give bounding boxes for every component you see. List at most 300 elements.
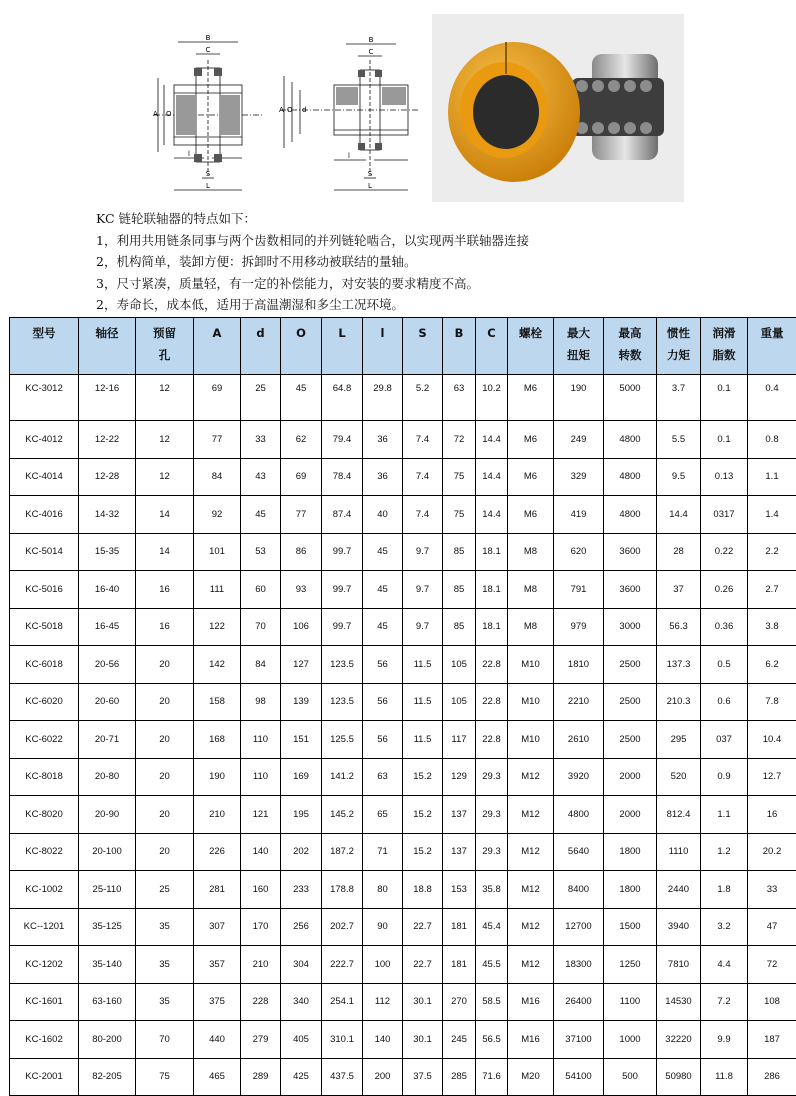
table-cell: 5000	[604, 375, 657, 421]
table-cell: 11.8	[701, 1058, 748, 1096]
table-cell: M8	[508, 571, 554, 609]
table-cell: 3600	[604, 533, 657, 571]
table-cell: 45.4	[476, 908, 508, 946]
table-header-row	[10, 318, 796, 375]
coupling-cover	[448, 42, 580, 182]
table-cell: 202.7	[322, 908, 363, 946]
dim-label-O: O	[166, 110, 172, 118]
table-cell: 47	[748, 908, 796, 946]
table-cell: 50980	[657, 1058, 701, 1096]
column-header	[443, 318, 476, 375]
table-cell: 122	[194, 608, 241, 646]
table-cell: 12	[136, 375, 194, 421]
table-cell: KC--1201	[10, 908, 79, 946]
column-header-label: 型号	[12, 322, 76, 344]
table-cell: KC-5016	[10, 571, 79, 609]
table-cell: 79.4	[322, 421, 363, 459]
table-cell: 111	[194, 571, 241, 609]
table-cell: M6	[508, 458, 554, 496]
table-cell: 295	[657, 721, 701, 759]
table-cell: 20	[136, 721, 194, 759]
table-cell: 15.2	[403, 758, 443, 796]
table-cell: 72	[748, 946, 796, 984]
column-header-label: 预留	[138, 322, 191, 344]
table-cell: 110	[241, 758, 281, 796]
table-cell: 43	[241, 458, 281, 496]
table-cell: 5.5	[657, 421, 701, 459]
table-cell: 18.8	[403, 871, 443, 909]
dim-label-C: C	[369, 48, 374, 56]
table-cell: 181	[443, 908, 476, 946]
table-cell: 82-205	[79, 1058, 136, 1096]
column-header	[79, 318, 136, 375]
table-cell: 56.3	[657, 608, 701, 646]
table-cell: 26400	[554, 983, 604, 1021]
table-cell: 9.5	[657, 458, 701, 496]
table-cell: 12	[136, 421, 194, 459]
column-header-label: 最高	[606, 322, 654, 344]
table-cell: 2500	[604, 721, 657, 759]
table-cell: M6	[508, 496, 554, 534]
table-cell: 12-22	[79, 421, 136, 459]
table-cell: 137	[443, 833, 476, 871]
table-cell: 20-100	[79, 833, 136, 871]
table-cell: 10.4	[748, 721, 796, 759]
column-header	[701, 318, 748, 375]
table-cell: KC-3012	[10, 375, 79, 421]
table-cell: 310.1	[322, 1021, 363, 1059]
table-cell: 254.1	[322, 983, 363, 1021]
column-header	[194, 318, 241, 375]
table-cell: 2440	[657, 871, 701, 909]
table-row	[10, 421, 796, 459]
table-cell: 93	[281, 571, 322, 609]
table-cell: 45	[363, 608, 403, 646]
table-cell: M8	[508, 533, 554, 571]
table-cell: KC-6020	[10, 683, 79, 721]
table-cell: 22.8	[476, 683, 508, 721]
table-cell: 791	[554, 571, 604, 609]
table-row	[10, 496, 796, 534]
table-cell: 3.7	[657, 375, 701, 421]
table-cell: 520	[657, 758, 701, 796]
coupling-drawing-full-bore	[150, 30, 266, 200]
table-cell: 620	[554, 533, 604, 571]
table-cell: 75	[443, 458, 476, 496]
table-cell: 18300	[554, 946, 604, 984]
column-header	[403, 318, 443, 375]
table-cell: 145.2	[322, 796, 363, 834]
dim-label-B: B	[206, 34, 211, 42]
table-cell: 1.4	[748, 496, 796, 534]
column-header-label: 脂数	[703, 344, 745, 366]
table-cell: 77	[194, 421, 241, 459]
table-cell: 0.36	[701, 608, 748, 646]
table-cell: 20-80	[79, 758, 136, 796]
table-cell: 29.3	[476, 796, 508, 834]
table-cell: 7810	[657, 946, 701, 984]
table-cell: 11.5	[403, 721, 443, 759]
table-row	[10, 871, 796, 909]
table-cell: KC-4014	[10, 458, 79, 496]
table-cell: 45	[363, 533, 403, 571]
table-cell: 100	[363, 946, 403, 984]
table-cell: KC-8022	[10, 833, 79, 871]
table-cell: 28	[657, 533, 701, 571]
table-cell: 2500	[604, 683, 657, 721]
table-row	[10, 375, 796, 421]
table-cell: 0.13	[701, 458, 748, 496]
table-cell: 16	[748, 796, 796, 834]
table-cell: 33	[241, 421, 281, 459]
table-cell: 141.2	[322, 758, 363, 796]
table-cell: 1800	[604, 871, 657, 909]
table-cell: 99.7	[322, 533, 363, 571]
table-cell: 226	[194, 833, 241, 871]
dim-label-A: A	[153, 110, 158, 118]
table-cell: 90	[363, 908, 403, 946]
table-cell: 75	[443, 496, 476, 534]
table-cell: 1100	[604, 983, 657, 1021]
table-cell: 2500	[604, 646, 657, 684]
table-cell: 14.4	[476, 458, 508, 496]
table-cell: 279	[241, 1021, 281, 1059]
table-cell: 190	[194, 758, 241, 796]
table-cell: 286	[748, 1058, 796, 1096]
table-cell: 37.5	[403, 1058, 443, 1096]
table-cell: 137.3	[657, 646, 701, 684]
table-cell: 121	[241, 796, 281, 834]
table-cell: 36	[363, 421, 403, 459]
table-cell: 8400	[554, 871, 604, 909]
table-cell: 78.4	[322, 458, 363, 496]
dim-label-L: L	[206, 182, 210, 190]
table-cell: 6.2	[748, 646, 796, 684]
table-cell: 168	[194, 721, 241, 759]
table-cell: 20	[136, 683, 194, 721]
table-cell: 3.2	[701, 908, 748, 946]
column-header-label: l	[365, 322, 400, 344]
column-header	[281, 318, 322, 375]
table-row	[10, 983, 796, 1021]
column-header-label: 孔	[138, 344, 191, 366]
table-cell: M16	[508, 983, 554, 1021]
table-cell: 405	[281, 1021, 322, 1059]
table-cell: M16	[508, 1021, 554, 1059]
table-row	[10, 946, 796, 984]
dim-label-L: L	[368, 182, 372, 190]
column-header-label: 力矩	[659, 344, 698, 366]
table-cell: M12	[508, 871, 554, 909]
table-cell: 1.8	[701, 871, 748, 909]
table-cell: 1110	[657, 833, 701, 871]
table-cell: M12	[508, 908, 554, 946]
table-cell: 20-60	[79, 683, 136, 721]
table-cell: 195	[281, 796, 322, 834]
table-cell: 101	[194, 533, 241, 571]
table-cell: 12-28	[79, 458, 136, 496]
table-cell: 3920	[554, 758, 604, 796]
column-header-label: C	[478, 322, 505, 344]
table-cell: KC-1202	[10, 946, 79, 984]
table-row	[10, 608, 796, 646]
table-cell: M6	[508, 421, 554, 459]
table-cell: 45	[241, 496, 281, 534]
column-header-label: L	[324, 322, 360, 344]
table-cell: 40	[363, 496, 403, 534]
table-cell: 1.1	[701, 796, 748, 834]
table-cell: 60	[241, 571, 281, 609]
table-cell: 63	[443, 375, 476, 421]
table-cell: 37	[657, 571, 701, 609]
table-cell: 65	[363, 796, 403, 834]
table-cell: 16-45	[79, 608, 136, 646]
table-row	[10, 1021, 796, 1059]
table-row	[10, 571, 796, 609]
table-cell: 25	[241, 375, 281, 421]
table-cell: KC-1602	[10, 1021, 79, 1059]
column-header	[657, 318, 701, 375]
table-cell: M6	[508, 375, 554, 421]
table-cell: 29.3	[476, 833, 508, 871]
table-cell: 139	[281, 683, 322, 721]
table-cell: 210	[194, 796, 241, 834]
table-cell: 7.4	[403, 496, 443, 534]
table-row	[10, 833, 796, 871]
table-cell: M20	[508, 1058, 554, 1096]
table-cell: 75	[136, 1058, 194, 1096]
table-cell: 375	[194, 983, 241, 1021]
table-cell: 70	[241, 608, 281, 646]
table-cell: 1800	[604, 833, 657, 871]
table-cell: 14	[136, 496, 194, 534]
table-cell: 1810	[554, 646, 604, 684]
table-cell: 465	[194, 1058, 241, 1096]
table-cell: 29.3	[476, 758, 508, 796]
table-cell: 84	[194, 458, 241, 496]
table-cell: 178.8	[322, 871, 363, 909]
table-row	[10, 908, 796, 946]
table-cell: 3.8	[748, 608, 796, 646]
table-cell: 0.22	[701, 533, 748, 571]
table-cell: 29.8	[363, 375, 403, 421]
table-cell: 200	[363, 1058, 403, 1096]
table-cell: 127	[281, 646, 322, 684]
table-cell: 20	[136, 646, 194, 684]
table-cell: 56.5	[476, 1021, 508, 1059]
table-cell: 0.8	[748, 421, 796, 459]
table-cell: 1000	[604, 1021, 657, 1059]
table-cell: 14.4	[476, 421, 508, 459]
table-row	[10, 683, 796, 721]
table-cell: 112	[363, 983, 403, 1021]
table-cell: 0.4	[748, 375, 796, 421]
column-header-label: S	[405, 322, 440, 344]
table-cell: 4800	[604, 496, 657, 534]
table-cell: 2000	[604, 796, 657, 834]
table-cell: 0.5	[701, 646, 748, 684]
table-cell: 20	[136, 833, 194, 871]
table-cell: KC-8020	[10, 796, 79, 834]
table-cell: 233	[281, 871, 322, 909]
table-cell: 142	[194, 646, 241, 684]
table-cell: 249	[554, 421, 604, 459]
table-cell: 85	[443, 608, 476, 646]
column-header-label: d	[243, 322, 278, 344]
table-cell: 222.7	[322, 946, 363, 984]
table-cell: 289	[241, 1058, 281, 1096]
table-cell: 228	[241, 983, 281, 1021]
table-cell: 153	[443, 871, 476, 909]
table-cell: 35	[136, 908, 194, 946]
table-cell: KC-4016	[10, 496, 79, 534]
column-header	[10, 318, 79, 375]
table-cell: 4800	[604, 421, 657, 459]
table-cell: 20-71	[79, 721, 136, 759]
table-cell: 35-140	[79, 946, 136, 984]
table-cell: 7.4	[403, 458, 443, 496]
table-cell: 500	[604, 1058, 657, 1096]
table-cell: 56	[363, 646, 403, 684]
table-cell: 1250	[604, 946, 657, 984]
table-cell: 329	[554, 458, 604, 496]
table-cell: M10	[508, 646, 554, 684]
table-cell: 425	[281, 1058, 322, 1096]
column-header-label: B	[445, 322, 473, 344]
table-cell: 15.2	[403, 796, 443, 834]
table-cell: M8	[508, 608, 554, 646]
column-header-label: 扭矩	[556, 344, 601, 366]
table-cell: 11.5	[403, 683, 443, 721]
table-cell: 187	[748, 1021, 796, 1059]
table-cell: 87.4	[322, 496, 363, 534]
table-cell: 22.8	[476, 721, 508, 759]
table-cell: 2610	[554, 721, 604, 759]
table-cell: KC-6018	[10, 646, 79, 684]
table-cell: 16-40	[79, 571, 136, 609]
table-cell: KC-4012	[10, 421, 79, 459]
table-cell: 32220	[657, 1021, 701, 1059]
table-cell: 20-56	[79, 646, 136, 684]
table-cell: 245	[443, 1021, 476, 1059]
table-cell: 20	[136, 758, 194, 796]
table-cell: 187.2	[322, 833, 363, 871]
table-cell: 22.7	[403, 908, 443, 946]
table-cell: 14530	[657, 983, 701, 1021]
table-cell: 0.9	[701, 758, 748, 796]
table-cell: 0.1	[701, 375, 748, 421]
table-cell: 80	[363, 871, 403, 909]
table-cell: M12	[508, 758, 554, 796]
table-cell: 15-35	[79, 533, 136, 571]
table-cell: 12	[136, 458, 194, 496]
dim-label-S: S	[206, 170, 211, 178]
column-header-label: 转数	[606, 344, 654, 366]
table-cell: KC-1601	[10, 983, 79, 1021]
column-header	[748, 318, 796, 375]
table-cell: 22.7	[403, 946, 443, 984]
table-cell: 440	[194, 1021, 241, 1059]
table-cell: 16	[136, 571, 194, 609]
table-cell: 169	[281, 758, 322, 796]
table-cell: 15.2	[403, 833, 443, 871]
table-cell: 25-110	[79, 871, 136, 909]
table-cell: 202	[281, 833, 322, 871]
column-header	[241, 318, 281, 375]
table-cell: 99.7	[322, 571, 363, 609]
table-cell: 037	[701, 721, 748, 759]
table-cell: 20.2	[748, 833, 796, 871]
table-cell: 80-200	[79, 1021, 136, 1059]
table-cell: 151	[281, 721, 322, 759]
table-cell: 123.5	[322, 683, 363, 721]
table-cell: 110	[241, 721, 281, 759]
features-title: KC 链轮联轴器的特点如下：	[96, 208, 786, 230]
table-cell: 160	[241, 871, 281, 909]
column-header-label: 惯性	[659, 322, 698, 344]
column-header	[508, 318, 554, 375]
table-cell: 33	[748, 871, 796, 909]
table-cell: M10	[508, 683, 554, 721]
column-header	[476, 318, 508, 375]
table-row	[10, 758, 796, 796]
table-cell: KC-1002	[10, 871, 79, 909]
table-cell: 56	[363, 721, 403, 759]
table-cell: 979	[554, 608, 604, 646]
table-cell: 190	[554, 375, 604, 421]
dim-label-S: S	[368, 170, 373, 178]
table-cell: M12	[508, 796, 554, 834]
table-cell: 14.4	[657, 496, 701, 534]
table-cell: 0.1	[701, 421, 748, 459]
table-cell: 12.7	[748, 758, 796, 796]
table-cell: 18.1	[476, 571, 508, 609]
table-cell: 4800	[554, 796, 604, 834]
table-cell: 3000	[604, 608, 657, 646]
table-cell: 7.2	[701, 983, 748, 1021]
table-cell: 340	[281, 983, 322, 1021]
spec-table	[9, 317, 796, 1096]
table-row	[10, 533, 796, 571]
table-cell: 129	[443, 758, 476, 796]
table-cell: 14	[136, 533, 194, 571]
table-cell: 58.5	[476, 983, 508, 1021]
table-cell: 64.8	[322, 375, 363, 421]
table-cell: 105	[443, 646, 476, 684]
table-cell: 20-90	[79, 796, 136, 834]
table-cell: 63-160	[79, 983, 136, 1021]
column-header	[322, 318, 363, 375]
table-cell: 123.5	[322, 646, 363, 684]
table-cell: 36	[363, 458, 403, 496]
table-cell: 140	[241, 833, 281, 871]
dim-label-l: l	[188, 150, 190, 158]
table-cell: 437.5	[322, 1058, 363, 1096]
feature-item: 2，机构简单，装卸方便：拆卸时不用移动被联结的量轴。	[96, 251, 786, 273]
dim-label-l: l	[348, 152, 350, 160]
dim-label-C: C	[206, 46, 211, 54]
table-cell: 7.4	[403, 421, 443, 459]
dim-label-O: O	[287, 106, 293, 114]
dim-label-B: B	[369, 36, 374, 44]
table-cell: 2.7	[748, 571, 796, 609]
table-cell: 53	[241, 533, 281, 571]
table-cell: 45	[363, 571, 403, 609]
feature-item: 1，利用共用链条同事与两个齿数相同的并列链轮啮合，以实现两半联轴器连接	[96, 230, 786, 252]
coupling-drawing-split	[278, 30, 420, 200]
column-header-label: 最大	[556, 322, 601, 344]
table-cell: 45	[281, 375, 322, 421]
